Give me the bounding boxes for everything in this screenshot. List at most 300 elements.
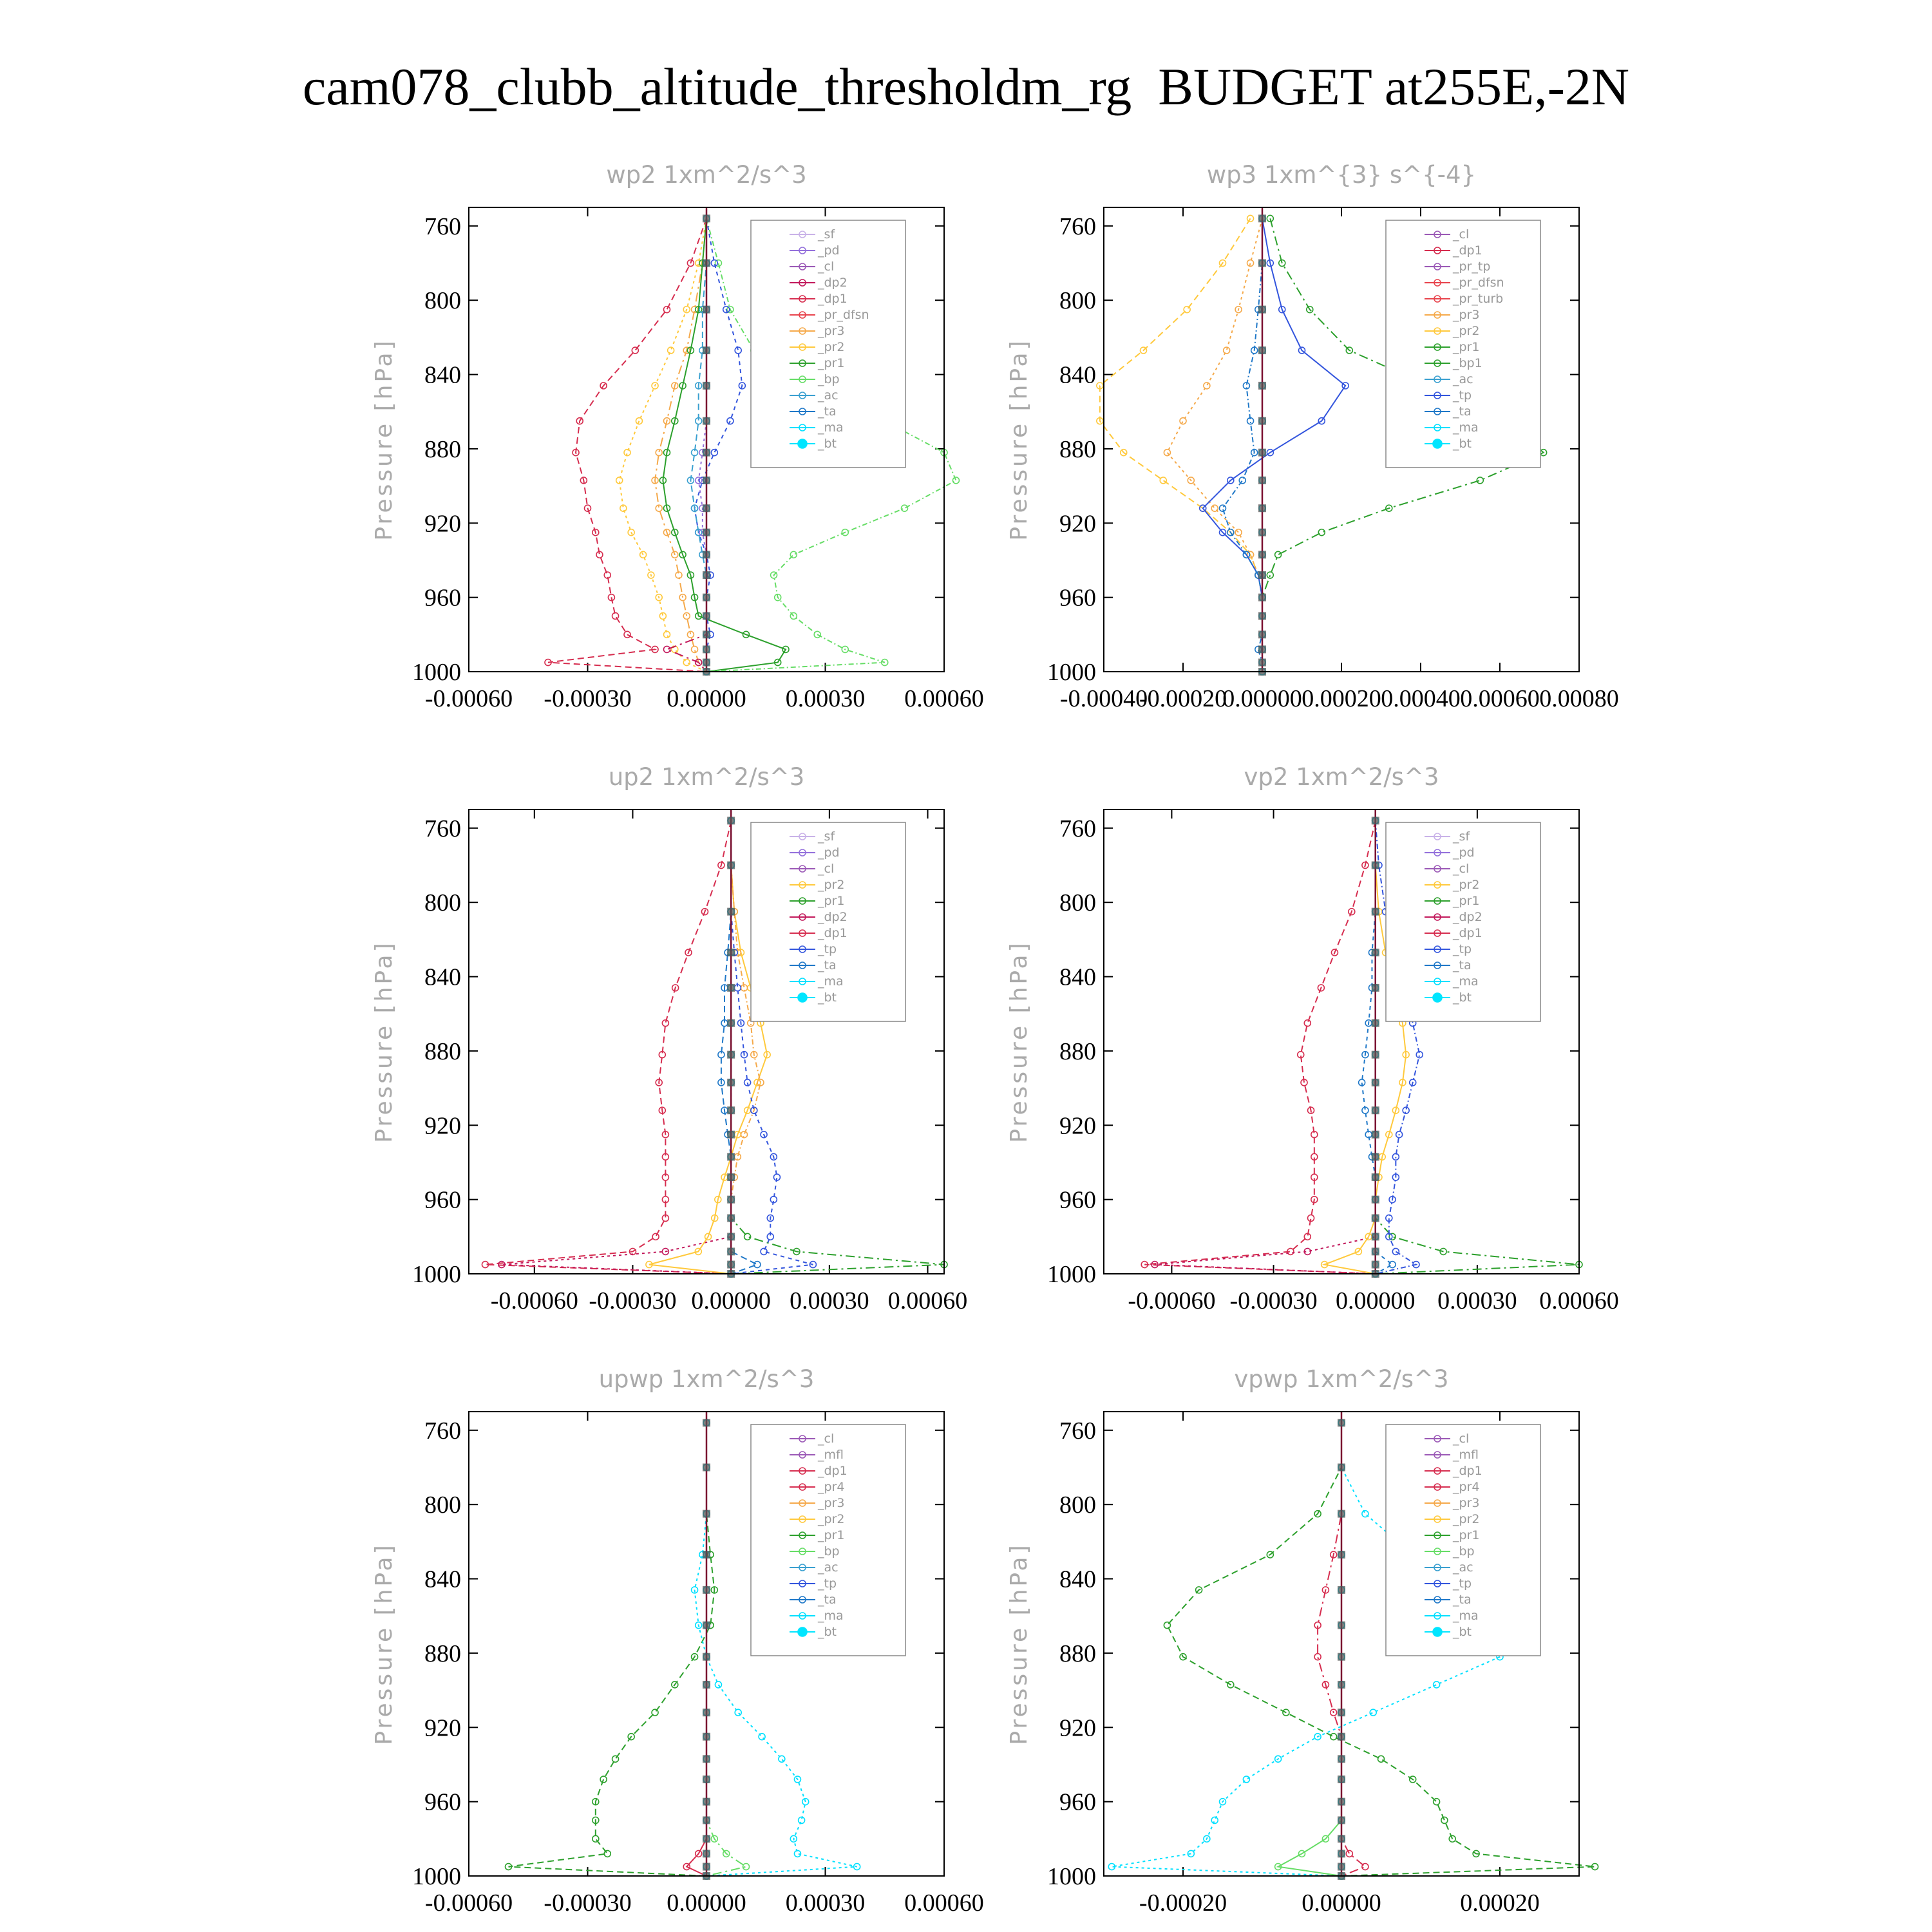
legend-label: _ta [1453,404,1472,419]
x-tick-label: -0.00030 [1229,1287,1318,1314]
center-marker [1338,1709,1345,1716]
legend-marker [798,439,807,448]
panel-4 [1006,763,1619,1314]
data-point [1211,505,1218,511]
data-point [1275,551,1282,558]
center-marker [727,984,735,992]
y-tick-label: 800 [1059,889,1096,917]
y-tick-label: 800 [424,287,461,315]
data-point [1392,1248,1399,1255]
center-marker [1338,1464,1345,1472]
center-marker [1372,1173,1379,1181]
center-marker [703,214,710,222]
center-marker [1258,214,1266,222]
center-marker [727,1079,735,1086]
legend-label: _dp2 [818,910,848,924]
legend-label: _dp1 [818,926,848,940]
series-line-pr2 [620,218,706,672]
data-point [664,307,670,313]
data-point [1370,1709,1376,1716]
legend-label: _tp [818,942,837,956]
center-marker [1258,477,1266,484]
x-tick-label: 0.00030 [1437,1287,1517,1314]
center-marker [1372,1153,1379,1160]
center-marker [703,1622,710,1629]
y-tick-label: 920 [1059,1714,1096,1742]
y-tick-label: 760 [1059,213,1096,240]
center-marker [703,1586,710,1594]
data-point [1331,1734,1337,1740]
x-tick-label: 0.00060 [904,1889,984,1917]
data-point [1239,477,1245,484]
data-point [1378,1756,1385,1762]
panel-2 [1006,161,1619,712]
data-point [727,418,734,424]
y-tick-label: 960 [1059,1186,1096,1214]
data-point [612,1756,619,1762]
data-point [711,450,717,456]
center-marker [1372,984,1379,992]
y-tick-label: 840 [424,963,461,991]
data-point [1441,1817,1448,1823]
panel-title: vp2 1xm^2/s^3 [1244,763,1439,791]
y-tick-label: 960 [1059,584,1096,612]
y-tick-label: 840 [1059,963,1096,991]
x-tick-label: 0.00000 [1335,1287,1416,1314]
y-tick-label: 960 [424,584,461,612]
legend-label: _ac [818,388,838,402]
legend-label: _pr2 [818,340,845,354]
center-marker [1372,1106,1379,1114]
data-point [952,477,959,484]
legend-label: _tp [1453,1577,1472,1591]
center-marker [1258,659,1266,667]
data-point [1434,1681,1440,1688]
legend-label: _ma [1453,1609,1479,1623]
y-tick-label: 1000 [1047,659,1096,686]
center-marker [1338,1776,1345,1783]
data-point [902,505,908,511]
y-tick-label: 1000 [412,1863,461,1890]
center-marker [727,1131,735,1139]
center-marker [1258,630,1266,638]
legend-label: _pr3 [1453,308,1480,322]
center-marker [703,1464,710,1472]
legend-label: _sf [818,227,835,242]
figure-title: cam078_clubb_altitude_thresholdm_rg BUDGET at255E,-2N [302,57,1630,116]
center-marker [703,1510,710,1518]
center-marker [1338,1755,1345,1763]
data-point [1346,1850,1352,1857]
series-line-pr3 [1167,218,1262,672]
y-tick-label: 760 [1059,1417,1096,1444]
legend-label: _pr1 [818,1528,845,1542]
y-tick-label: 880 [424,1037,461,1065]
center-marker [1258,382,1266,390]
panel-title: wp3 1xm^{3} s^{-4} [1206,161,1477,189]
x-tick-label: -0.00030 [544,685,632,712]
y-tick-label: 960 [424,1788,461,1816]
legend-marker [1433,993,1442,1002]
y-tick-label: 880 [1059,1037,1096,1065]
data-point [1211,1817,1218,1823]
center-marker [1372,1261,1379,1269]
legend-label: _pd [1453,846,1475,860]
center-marker [703,1835,710,1842]
legend-label: _cl [1453,1432,1470,1446]
center-marker [703,306,710,314]
legend-label: _pr4 [818,1480,845,1494]
y-tick-label: 840 [424,361,461,389]
x-tick-label: 0.00030 [790,1287,869,1314]
legend-label: _dp2 [1453,910,1482,924]
center-marker [1372,817,1379,824]
center-marker [1258,551,1266,558]
center-marker [1258,645,1266,653]
y-tick-label: 920 [424,1112,461,1140]
legend-label: _ta [818,958,837,972]
center-marker [703,612,710,620]
data-point [1243,1776,1249,1783]
x-tick-label: 0.00060 [1460,685,1540,712]
legend-label: _pr_turb [1453,292,1504,306]
center-marker [727,1196,735,1204]
x-tick-label: 0.00060 [1539,1287,1619,1314]
series-line-tp [695,218,743,672]
data-point [1164,450,1170,456]
center-marker [1338,1835,1345,1842]
legend-label: _tp [1453,388,1472,402]
y-tick-label: 960 [1059,1788,1096,1816]
data-point [1434,1799,1440,1805]
y-tick-label: 760 [424,213,461,240]
legend-marker [1433,1627,1442,1636]
legend-label: _dp2 [818,276,848,290]
panel-title: wp2 1xm^2/s^3 [606,161,807,189]
legend-label: _ac [1453,1560,1473,1575]
y-tick-label: 840 [424,1566,461,1593]
center-marker [1258,306,1266,314]
center-marker [703,449,710,457]
data-point [744,1233,751,1240]
legend-label: _bp1 [1453,356,1482,370]
center-marker [1338,1863,1345,1871]
data-point [1477,477,1483,484]
center-marker [703,1755,710,1763]
center-marker [1258,612,1266,620]
panel-1 [371,161,984,712]
legend-label: _cl [818,862,835,876]
legend-label: _dp1 [818,292,848,306]
center-marker [703,1653,710,1661]
y-tick-label: 920 [424,1714,461,1742]
x-tick-label: -0.00020 [1139,685,1227,712]
legend-marker [798,1627,807,1636]
x-tick-label: -0.00060 [424,685,513,712]
y-tick-label: 1000 [412,1261,461,1288]
x-tick-label: -0.00020 [1139,1889,1227,1917]
x-tick-label: 0.00000 [691,1287,771,1314]
center-marker [1372,1051,1379,1059]
y-tick-label: 800 [1059,287,1096,315]
legend-label: _cl [1453,227,1470,242]
legend-label: _pr2 [818,1512,845,1526]
x-tick-label: 0.00020 [1302,685,1381,712]
center-marker [1372,1196,1379,1204]
series-line-pd [699,218,706,672]
center-marker [703,1733,710,1741]
data-point [683,612,690,619]
x-tick-label: -0.00030 [544,1889,632,1917]
data-point [1362,1864,1368,1870]
center-marker [1258,571,1266,579]
legend-label: _pr2 [1453,324,1480,338]
center-marker [727,1051,735,1059]
y-tick-label: 840 [1059,1566,1096,1593]
center-marker [1372,1214,1379,1222]
center-marker [1372,1079,1379,1086]
center-marker [703,551,710,558]
center-marker [703,630,710,638]
y-tick-label: 880 [424,435,461,463]
center-marker [1372,862,1379,869]
y-tick-label: 760 [1059,815,1096,842]
center-marker [727,1261,735,1269]
legend-label: _bt [1453,437,1472,451]
center-marker [1372,1019,1379,1027]
data-point [1184,307,1190,313]
legend-label: _mfl [1453,1448,1479,1462]
series-line-dp2 [502,820,731,1274]
data-point [759,1734,765,1740]
series-line-pr1 [509,1423,715,1876]
y-tick-label: 880 [1059,1640,1096,1667]
center-marker [703,346,710,354]
center-marker [1372,1247,1379,1255]
legend-label: _pd [818,243,840,258]
legend-label: _pr4 [1453,1480,1480,1494]
legend-label: _ac [1453,372,1473,386]
y-tick-label: 1000 [412,659,461,686]
x-tick-label: 0.00060 [904,685,984,712]
data-point [1235,529,1242,536]
x-tick-label: 0.00000 [667,1889,746,1917]
series-line-dp1 [548,218,706,672]
center-marker [1338,1551,1345,1558]
y-tick-label: 960 [424,1186,461,1214]
data-point [1304,1020,1311,1027]
center-marker [703,1850,710,1857]
center-marker [703,571,710,579]
center-marker [703,1709,710,1716]
legend-label: _dp1 [818,1464,848,1478]
legend-label: _ma [818,1609,844,1623]
y-tick-label: 920 [1059,510,1096,538]
data-point [632,347,638,354]
y-tick-label: 1000 [1047,1863,1096,1890]
legend-label: _tp [1453,942,1472,956]
center-marker [1258,346,1266,354]
legend-label: _pr3 [818,1496,845,1510]
series-line-pr2 [649,820,767,1274]
x-tick-label: -0.00030 [589,1287,677,1314]
x-tick-label: 0.00060 [887,1287,968,1314]
center-marker [727,1247,735,1255]
legend-marker [1433,439,1442,448]
center-marker [1338,1798,1345,1806]
center-marker [703,260,710,267]
data-point [604,1850,611,1857]
legend-label: _ma [1453,974,1479,989]
data-point [790,551,797,558]
data-point [754,1262,761,1268]
center-marker [1338,1586,1345,1594]
legend-label: _ma [1453,421,1479,435]
legend-label: _bt [818,437,837,451]
legend-label: _pr1 [1453,894,1480,908]
legend-label: _bt [818,1625,837,1639]
x-tick-label: 0.00030 [785,1889,866,1917]
series-line-bp [1278,1423,1341,1876]
center-marker [1372,949,1379,956]
legend-label: _sf [1453,829,1470,844]
data-point [1362,1511,1368,1517]
center-marker [703,1551,710,1558]
y-axis-label: Pressure [hPa] [371,338,397,541]
data-point [1220,505,1226,511]
legend-label: _cl [818,260,835,274]
panel-title: upwp 1xm^2/s^3 [598,1365,815,1393]
data-point [652,1709,658,1716]
center-marker [727,1214,735,1222]
center-marker [727,1106,735,1114]
panel-3 [371,763,967,1314]
data-point [636,418,642,424]
center-marker [727,1153,735,1160]
panel-6 [1006,1365,1598,1917]
legend-label: _cl [818,1432,835,1446]
x-tick-label: 0.00030 [785,685,866,712]
center-marker [1372,1233,1379,1240]
legend-label: _bt [1453,990,1472,1005]
center-marker [1258,260,1266,267]
panel-title: vpwp 1xm^2/s^3 [1234,1365,1449,1393]
y-tick-label: 880 [1059,435,1096,463]
legend-label: _tp [818,1577,837,1591]
series-line-dp1 [485,820,731,1274]
y-axis-label: Pressure [hPa] [1006,338,1032,541]
center-marker [1258,417,1266,425]
data-point [735,1709,741,1716]
legend-label: _pr1 [818,356,845,370]
series-line-ta [1223,218,1263,672]
center-marker [727,1019,735,1027]
x-tick-label: -0.00060 [490,1287,578,1314]
legend-label: _bt [818,990,837,1005]
y-tick-label: 800 [424,1492,461,1519]
y-axis-label: Pressure [hPa] [1006,1542,1032,1745]
legend-label: _ta [1453,958,1472,972]
data-point [1164,1622,1170,1629]
legend-label: _bp [818,372,840,386]
legend-label: _dp1 [1453,243,1482,258]
center-marker [1258,594,1266,601]
data-point [1160,477,1166,484]
center-marker [1338,1681,1345,1689]
center-marker [1258,529,1266,536]
panel-title: up2 1xm^2/s^3 [608,763,805,791]
legend-label: _pr2 [1453,1512,1480,1526]
center-marker [703,1798,710,1806]
y-tick-label: 920 [1059,1112,1096,1140]
data-point [715,1681,721,1688]
data-point [668,347,674,354]
center-marker [703,382,710,390]
legend-label: _pr3 [818,324,845,338]
legend-label: _pr_tp [1453,260,1491,274]
center-marker [703,417,710,425]
data-point [779,1756,785,1762]
legend-label: _pr2 [818,878,845,892]
center-marker [703,1681,710,1689]
data-point [1267,572,1273,578]
series-line-bp [706,1423,746,1876]
data-point [692,646,698,652]
y-tick-label: 760 [424,1417,461,1444]
y-axis-label: Pressure [hPa] [1006,940,1032,1143]
center-marker [703,594,710,601]
x-tick-label: 0.00000 [1302,1889,1381,1917]
x-tick-label: 0.00000 [1222,685,1302,712]
data-point [612,612,619,619]
legend-label: _dp1 [1453,926,1482,940]
legend-label: _ta [818,1593,837,1607]
series-line-ac [690,218,706,672]
series-line-tp [1203,218,1345,672]
y-tick-label: 920 [424,510,461,538]
center-marker [1258,504,1266,512]
center-marker [727,1233,735,1240]
legend-label: _ta [1453,1593,1472,1607]
center-marker [703,1776,710,1783]
legend-label: _pr2 [1453,878,1480,892]
center-marker [703,1816,710,1824]
y-axis-label: Pressure [hPa] [371,940,397,1143]
series-line-pr4 [687,1423,706,1876]
center-marker [703,504,710,512]
center-marker [1372,908,1379,916]
legend-label: _ma [818,974,844,989]
data-point [1318,529,1325,536]
y-tick-label: 880 [424,1640,461,1667]
legend-label: _pr_dfsn [818,308,869,322]
legend-label: _bp [818,1544,840,1558]
data-point [664,646,670,652]
legend-label: _dp1 [1453,1464,1482,1478]
x-tick-label: 0.00080 [1539,685,1619,712]
data-point [592,1835,599,1842]
center-marker [1372,1131,1379,1139]
series-line-pr2 [1100,218,1262,672]
y-tick-label: 840 [1059,361,1096,389]
x-tick-label: 0.00000 [667,685,746,712]
center-marker [703,529,710,536]
center-marker [703,1863,710,1871]
legend-label: _bp [1453,1544,1475,1558]
data-point [1392,1153,1399,1160]
center-marker [1258,449,1266,457]
y-tick-label: 800 [424,889,461,917]
